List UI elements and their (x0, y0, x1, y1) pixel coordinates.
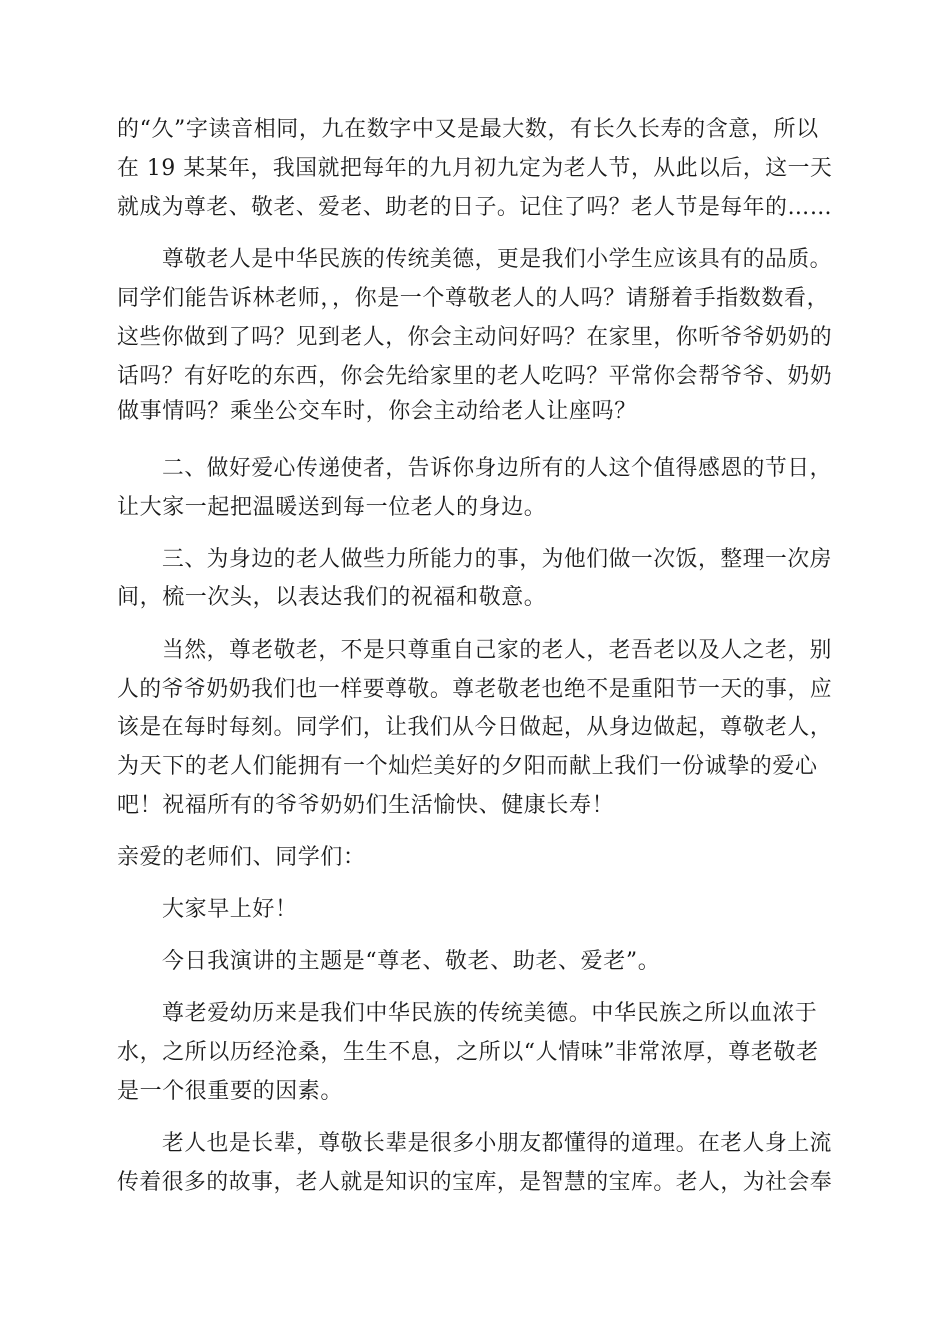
text-line: 人的爷爷奶奶我们也一样要尊敬。尊老敬老也绝不是重阳节一天的事，应 (117, 677, 833, 702)
text-line: 同学们能告诉林老师，，你是一个尊敬老人的人吗？请掰着手指数数看， (117, 286, 830, 311)
salutation-line: 亲爱的老师们、同学们： (117, 845, 366, 870)
text-line: 该是在每时每刻。同学们，让我们从今日做起，从身边做起，尊敬老人， (117, 715, 833, 740)
greeting-line: 大家早上好！ (162, 897, 298, 922)
text-line: 尊老爱幼历来是我们中华民族的传统美德。中华民族之所以血浓于 (162, 1001, 818, 1026)
text-line: 是一个很重要的因素。 (117, 1079, 344, 1104)
text-line: 话吗？有好吃的东西，你会先给家里的老人吃吗？平常你会帮爷爷、奶奶 (117, 364, 833, 389)
text-line: 吧！祝福所有的爷爷奶奶们生活愉快、健康长寿！ (117, 793, 615, 818)
text-line: 就成为尊老、敬老、爱老、助老的日子。记住了吗？老人节是每年的…… (117, 195, 833, 220)
text-line: 二、做好爱心传递使者，告诉你身边所有的人这个值得感恩的节日， (162, 456, 833, 481)
text-line: 水，之所以历经沧桑，生生不息，之所以“人情味”非常浓厚，尊老敬老 (117, 1040, 819, 1065)
text-line: 三、为身边的老人做些力所能力的事，为他们做一次饭，整理一次房 (162, 547, 833, 572)
text-line: 当然，尊老敬老，不是只尊重自己家的老人，老吾老以及人之老，别 (162, 638, 833, 663)
text-line: 这些你做到了吗？见到老人，你会主动问好吗？在家里，你听爷爷奶奶的 (117, 325, 833, 350)
text-line: 的“久”字读音相同，九在数字中又是最大数，有长久长寿的含意，所以 (117, 117, 819, 142)
text-line: 为天下的老人们能拥有一个灿烂美好的夕阳而献上我们一份诚挚的爱心 (117, 754, 818, 779)
text-line: 老人也是长辈，尊敬长辈是很多小朋友都懂得的道理。在老人身上流 (162, 1131, 833, 1156)
text-line: 传着很多的故事，老人就是知识的宝库，是智慧的宝库。老人，为社会奉 (117, 1170, 833, 1195)
text-line: 今日我演讲的主题是“尊老、敬老、助老、爱老”。 (162, 949, 661, 974)
text-line: 在 19 某某年，我国就把每年的九月初九定为老人节，从此以后，这一天 (117, 156, 833, 181)
text-line: 尊敬老人是中华民族的传统美德，更是我们小学生应该具有的品质。 (162, 247, 833, 272)
text-line: 让大家一起把温暖送到每一位老人的身边。 (117, 495, 547, 520)
text-line: 做事情吗？乘坐公交车时，你会主动给老人让座吗？ (117, 399, 637, 424)
text-line: 间，梳一次头，以表达我们的祝福和敬意。 (117, 585, 547, 610)
